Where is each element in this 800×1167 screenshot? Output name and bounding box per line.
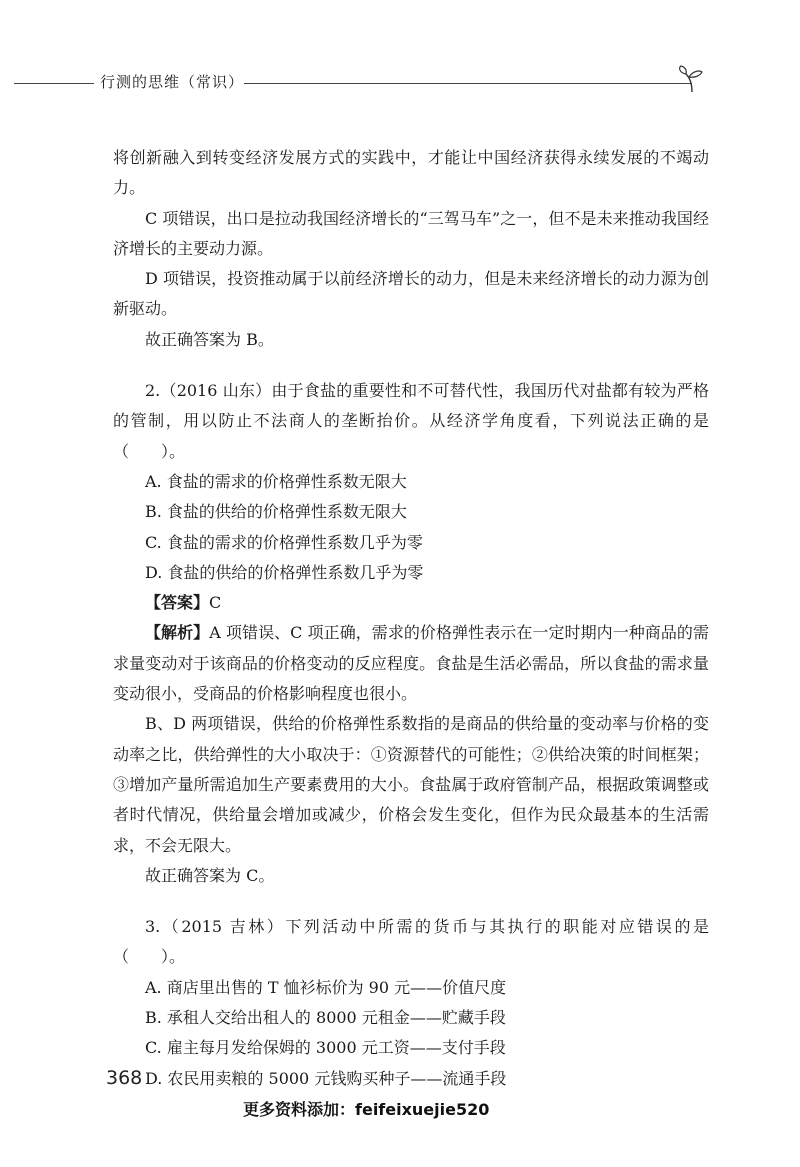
- question-2-option-c: C. 食盐的需求的价格弹性系数几乎为零: [145, 532, 423, 552]
- question-2-option-d: D. 食盐的供给的价格弹性系数几乎为零: [145, 562, 424, 582]
- conclusion-b: 故正确答案为 B。: [145, 329, 274, 349]
- question-2-analysis-bd: B、D 两项错误，供给的价格弹性系数指的是商品的供给量的变动率与价格的变动率之比，供给弹性的大小取决于：①资源替代的可能性；②供给决策的时间框架；③增加产量所需追加生产要素费用的大小。食盐属于政府管制产品，根据政策调整或者时代情况，供给量会增加或减少，价格会发生变化，但作为民众最基本的生活需求，不会无限大。: [113, 714, 709, 855]
- analysis-label: 【解析】: [145, 623, 210, 643]
- answer-value: C: [209, 593, 222, 613]
- question-2-option-a: A. 食盐的需求的价格弹性系数无限大: [145, 471, 407, 491]
- header-title: 行测的思维（常识）: [100, 73, 245, 91]
- question-3-option-a: A. 商店里出售的 T 恤衫标价为 90 元——价值尺度: [145, 977, 507, 997]
- page-body: [113, 143, 709, 1094]
- answer-label: 【答案】: [145, 593, 210, 613]
- question-3-option-b: B. 承租人交给出租人的 8000 元租金——贮藏手段: [145, 1008, 506, 1028]
- running-header: [0, 62, 720, 102]
- question-3-option-d: D. 农民用卖粮的 5000 元钱购买种子——流通手段: [145, 1068, 507, 1088]
- continuation-line: 将创新融入到转变经济发展方式的实践中，才能让中国经济获得永续发展的不竭动力。: [113, 148, 709, 198]
- promo-text: 更多资料添加：feifeixuejie520: [243, 1100, 490, 1119]
- header-rule-left: [14, 83, 94, 84]
- question-3-stem: 3.（2015 吉林）下列活动中所需的货币与其执行的职能对应错误的是（ ）。: [113, 917, 709, 967]
- page-number: 368: [106, 1067, 143, 1089]
- question-2-stem: 2.（2016 山东）由于食盐的重要性和不可替代性，我国历代对盐都有较为严格的管制，用以防止不法商人的垄断抬价。从经济学角度看，下列说法正确的是（ ）。: [113, 381, 709, 461]
- question-2-answer: [113, 588, 709, 618]
- sprout-icon: [676, 64, 712, 94]
- conclusion-c: 故正确答案为 C。: [145, 865, 275, 885]
- option-c-explanation: C 项错误，出口是拉动我国经济增长的“三驾马车”之一，但不是未来推动我国经济增长的主要动力源。: [113, 208, 709, 258]
- question-2-analysis: [113, 618, 709, 709]
- header-rule-right: [244, 83, 692, 84]
- analysis-text-1: A 项错误、C 项正确，需求的价格弹性表示在一定时期内一种商品的需求量变动对于该商品的价格变动的反应程度。食盐是生活必需品，所以食盐的需求量变动很小，受商品的价格影响程度也很小。: [113, 623, 709, 704]
- question-3-option-c: C. 雇主每月发给保姆的 3000 元工资——支付手段: [145, 1038, 506, 1058]
- question-2-option-b: B. 食盐的供给的价格弹性系数无限大: [145, 502, 407, 522]
- option-d-explanation: D 项错误，投资推动属于以前经济增长的动力，但是未来经济增长的动力源为创新驱动。: [113, 269, 709, 319]
